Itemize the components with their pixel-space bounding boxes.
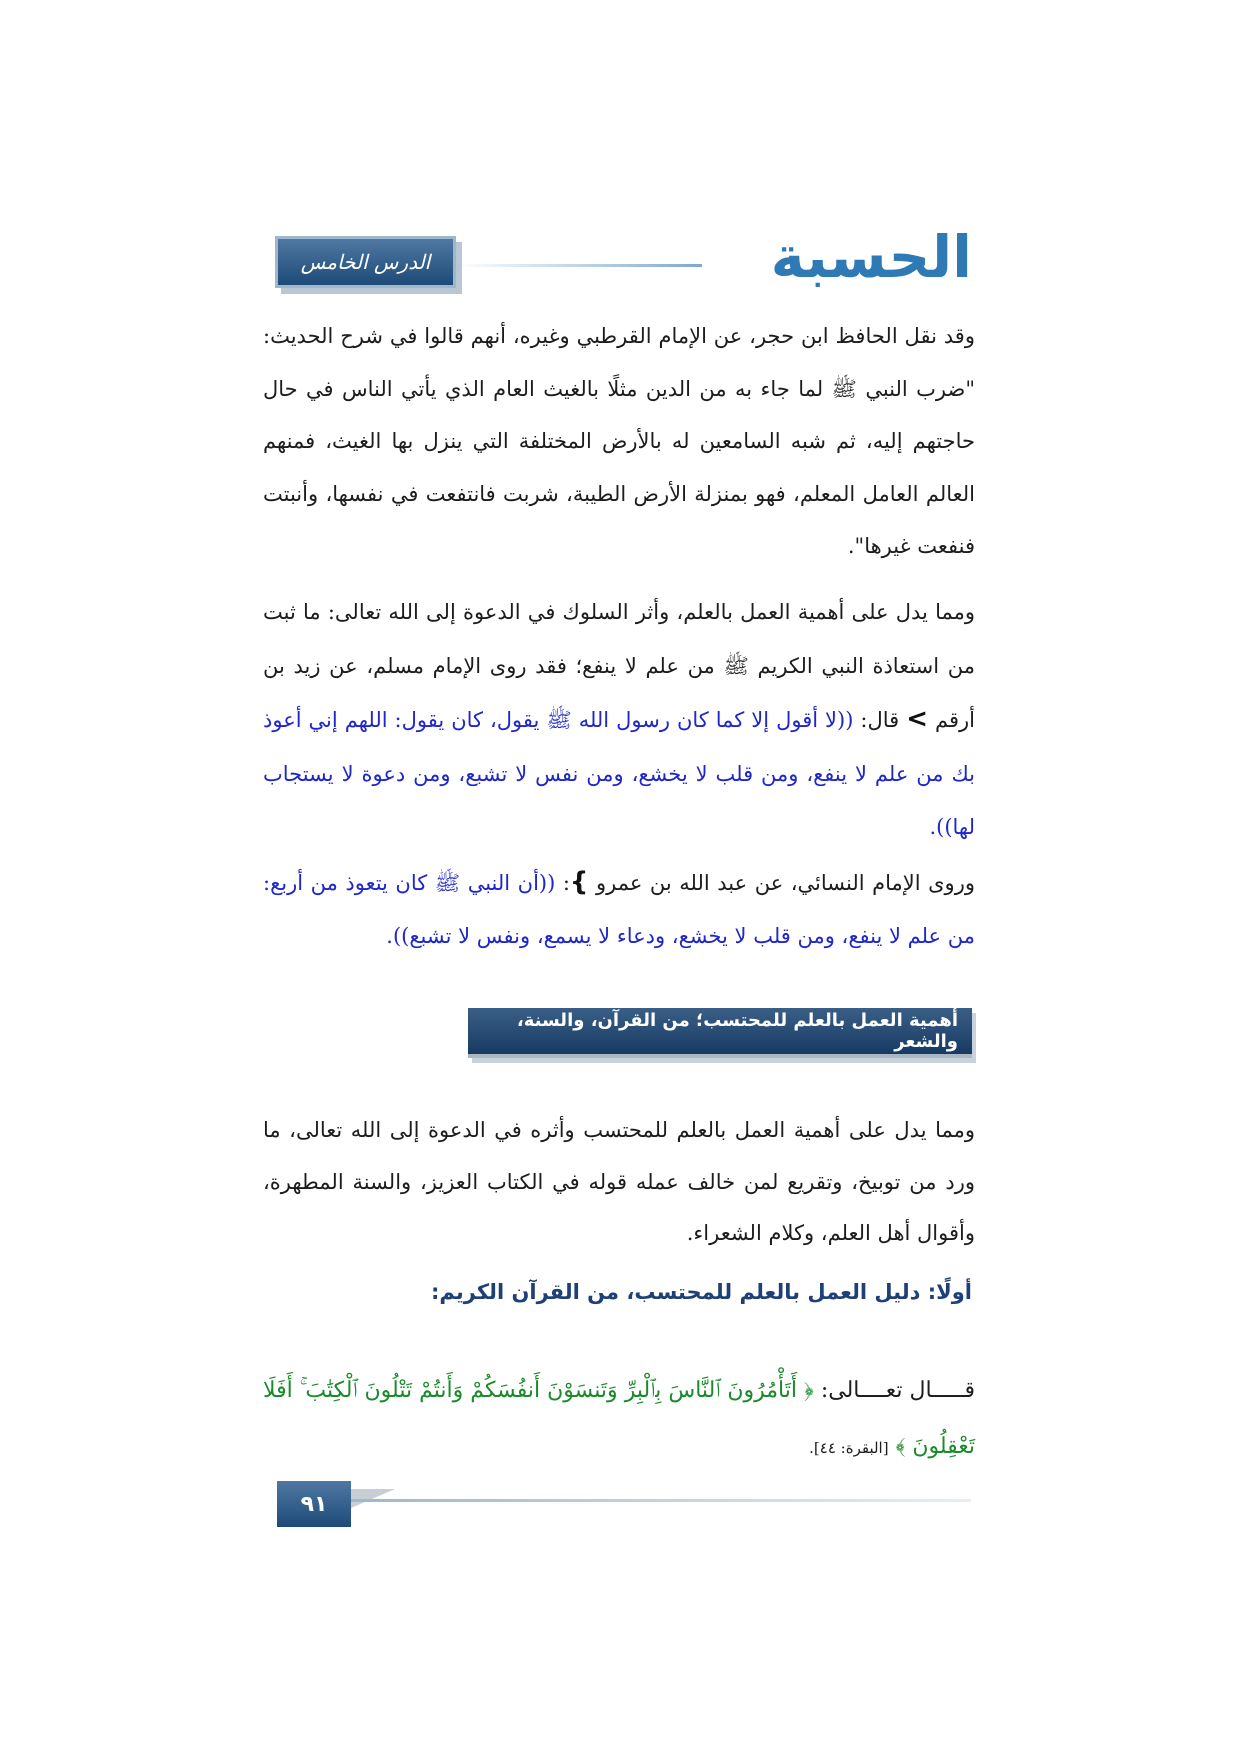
honorific-symbol: > [906,704,928,734]
paragraph-hadith-explanation [263,310,975,573]
paragraph-text: وقد نقل الحافظ ابن حجر، عن الإمام القرطبي وغيره، أنهم قالوا في شرح الحديث: "ضرب النبي ﷺ لما جاء به من الدين مثلًا بالغيث العام الذي يأتي الناس في حال حاجتهم إليه، ثم شبه السامعين له بالأرض المختلفة التي ينزل بها الغيث، فمنهم العالم العامل المعلم، فهو بمنزلة الأرض الطيبة، شربت فانتفعت في نفسها، وأنبتت فنفعت غيرها". [263,324,975,558]
chapter-title: الحسبة [770,223,972,291]
hadith-quote: ((لا أقول إلا كما كان رسول الله ﷺ يقول، كان يقول: اللهم إني أعوذ بك من علم لا ينفع، ومن قلب لا يخشع، ومن نفس لا تشبع، ومن دعوة لا يستجاب لها)). [263,708,975,839]
verse-text: أَتَأْمُرُونَ ٱلنَّاسَ بِٱلْبِرِّ وَتَنسَوْنَ أَنفُسَكُمْ وَأَنتُمْ تَتْلُونَ ٱلْكِتَٰبَ ۚ أَفَلَا تَعْقِلُونَ [263,1378,975,1459]
paragraph-intro: وروى الإمام النسائي، عن عبد الله بن عمرو [595,871,975,895]
paragraph-muslim-narration [263,586,975,855]
header-divider [455,264,702,267]
lesson-badge: الدرس الخامس [275,236,456,288]
verse-open-bracket: ﴿ [804,1378,814,1403]
paragraph-nasai-narration [263,856,975,963]
subheading-quran-evidence: أولًا: دليل العمل بالعلم للمحتسب، من القرآن الكريم: [431,1280,972,1304]
footer-divider [351,1499,971,1502]
section-heading: أهمية العمل بالعلم للمحتسب؛ من القرآن، والسنة، والشعر [468,1008,972,1058]
said-label: قال: [860,708,900,732]
verse-close-bracket: ﴾ [895,1434,906,1459]
colon: : [562,871,570,895]
paragraph-importance [263,1105,975,1260]
honorific-symbol: } [569,867,589,897]
paragraph-text: ومما يدل على أهمية العمل بالعلم للمحتسب وأثره في الدعوة إلى الله تعالى، ما ورد من توبيخ، وتقريع لمن خالف عمله قوله في الكتاب العزيز، والسنة المطهرة، وأقوال أهل العلم، وكلام الشعراء. [263,1118,975,1245]
hadith-quote: ((أن النبي ﷺ كان يتعوذ من أربع: من علم لا ينفع، ومن قلب لا يخشع، ودعاء لا يسمع، ونفس لا تشبع)). [263,871,975,948]
page-number: ٩١ [277,1481,351,1527]
quran-verse-block [263,1363,975,1476]
paragraph-intro: ومما يدل على أهمية العمل بالعلم، وأثر السلوك في الدعوة إلى الله تعالى: ما ثبت من استعاذة النبي الكريم ﷺ من علم لا ينفع؛ فقد روى الإمام مسلم، عن زيد بن أرقم [263,600,975,732]
verse-intro: قـــــال تعــــالى: [820,1378,975,1403]
verse-reference: [البقرة: ٤٤]. [809,1439,889,1457]
